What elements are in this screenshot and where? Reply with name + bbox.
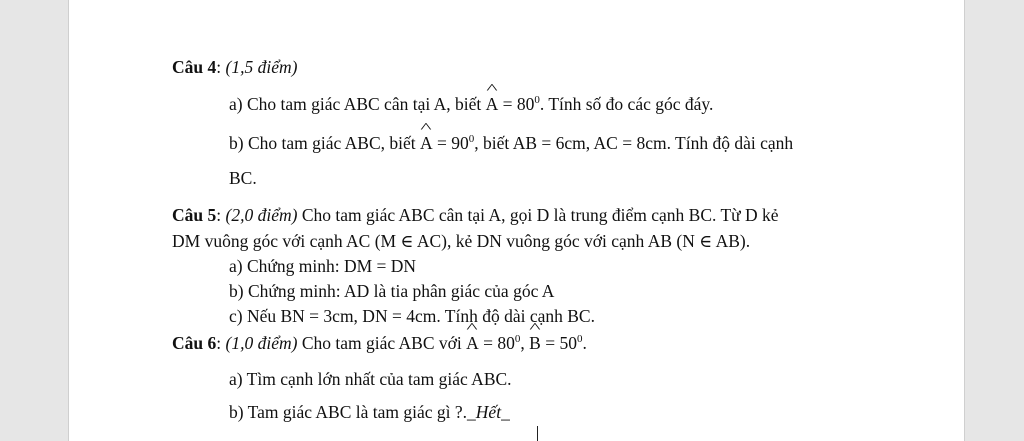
q4-part-a <box>229 94 713 114</box>
q4-part-b-cont: BC. <box>229 168 257 188</box>
q6-part-b <box>229 402 510 422</box>
q4-a-angle: ^ A <box>486 94 499 114</box>
q4-b-prefix: b) Cho tam giác ABC, biết <box>229 133 416 153</box>
q4-heading: Câu 4: (1,5 điểm) <box>172 57 298 77</box>
q6-angle-b: ^ B <box>529 333 541 353</box>
q4-part-b <box>229 133 793 153</box>
q4-a-prefix: a) Cho tam giác ABC cân tại A, biết <box>229 94 482 114</box>
q6-points: (1,0 điểm) <box>225 333 298 353</box>
text-cursor <box>537 426 538 441</box>
q4-a-degree: 0 <box>534 94 540 107</box>
q4-b-suffix: , biết AB = 6cm, AC = 8cm. Tính độ dài cạnh <box>474 133 794 153</box>
q5-points: (2,0 điểm) <box>225 205 298 225</box>
q4-points: (1,5 điểm) <box>225 57 298 77</box>
q6-b-prefix: b) Tam giác ABC là tam giác gì ?._ <box>229 402 476 422</box>
q5-part-c: c) Nếu BN = 3cm, DN = 4cm. Tính độ dài cạnh BC. <box>229 306 595 326</box>
q6-part-a: a) Tìm cạnh lớn nhất của tam giác ABC. <box>229 369 512 389</box>
q6-separator: , <box>520 333 530 353</box>
q6-value-b: = 50 <box>545 333 577 353</box>
q5-label: Câu 5 <box>172 205 217 225</box>
q4-b-value: = 90 <box>437 133 469 153</box>
q6-degree-a: 0 <box>514 333 521 346</box>
q6-heading: Câu 6: (1,0 điểm) Cho tam giác ABC với ^ $A = 80^0$, ^ $B = 50^0$. <box>172 333 587 353</box>
q5-intro-1: Cho tam giác ABC cân tại A, gọi D là trung điểm cạnh BC. Từ D kẻ <box>301 205 779 225</box>
q6-angle-a: ^ A <box>466 333 479 353</box>
q5-heading: Câu 5: (2,0 điểm) Cho tam giác ABC cân tại A, gọi D là trung điểm cạnh BC. Từ D kẻ <box>172 205 779 225</box>
q6-label: Câu 6 <box>172 333 217 353</box>
q4-b-degree: 0 <box>468 133 475 146</box>
q4-a-suffix: . Tính số đo các góc đáy. <box>539 94 714 114</box>
q6-intro: Cho tam giác ABC với <box>301 333 462 353</box>
q5-part-b: b) Chứng minh: AD là tia phân giác của góc A <box>229 281 555 301</box>
q6-value-a: = 80 <box>483 333 515 353</box>
q4-b-angle: ^ A <box>420 133 433 153</box>
q5-intro-2: DM vuông góc với cạnh AC (M ∈ AC), kẻ DN vuông góc với cạnh AB (N ∈ AB). <box>172 231 751 251</box>
q4-a-value: = 80 <box>502 94 535 114</box>
q6-degree-b: 0 <box>576 333 583 346</box>
q5-part-a: a) Chứng minh: DM = DN <box>229 256 417 276</box>
q6-end-marker: Hết_ <box>475 402 510 422</box>
q4-label: Câu 4 <box>172 57 217 77</box>
q6-end: . <box>582 333 587 353</box>
